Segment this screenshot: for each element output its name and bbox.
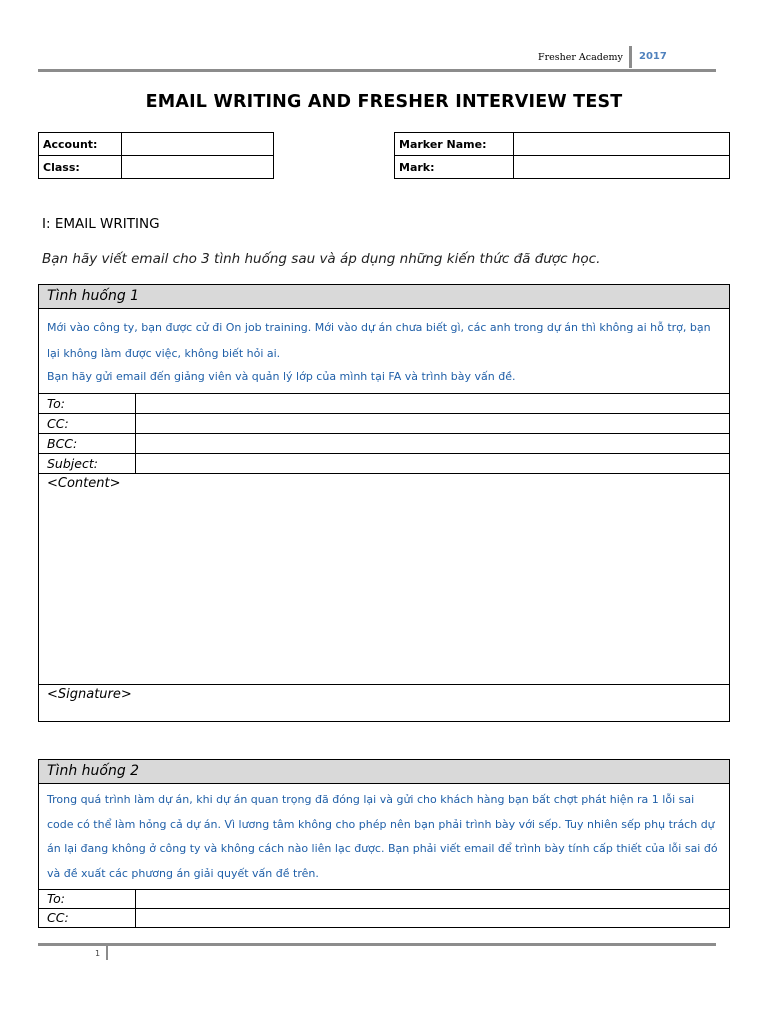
- to-label: To:: [39, 890, 136, 908]
- table-row: [395, 156, 730, 179]
- header-rule: [38, 69, 716, 72]
- account-info-table: [38, 132, 274, 179]
- table-row: [39, 133, 274, 156]
- cc-label: CC:: [39, 414, 136, 433]
- page-number: 1: [95, 949, 101, 958]
- marker-info-table: [394, 132, 730, 179]
- cc-field-row: [39, 908, 729, 927]
- bcc-input[interactable]: [136, 434, 729, 453]
- cc-input[interactable]: [136, 414, 729, 433]
- header-divider: [629, 46, 632, 68]
- to-input[interactable]: [136, 394, 729, 413]
- cc-field-row: [39, 413, 729, 433]
- table-row: [395, 133, 730, 156]
- situation-2-title: Tình huống 2: [39, 760, 729, 784]
- footer-rule: [38, 943, 716, 946]
- situation-1-paragraph: Bạn hãy gửi email đến giảng viên và quản lý lớp của mình tại FA và trình bày vấn đề.: [47, 370, 516, 383]
- to-field-row: [39, 889, 729, 908]
- class-value[interactable]: [122, 156, 274, 179]
- situation-2-box: [38, 759, 730, 928]
- content-area[interactable]: <Content>: [39, 473, 729, 684]
- account-label: Account:: [39, 133, 122, 156]
- section-instruction: Bạn hãy viết email cho 3 tình huống sau và áp dụng những kiến thức đã được học.: [42, 251, 601, 267]
- signature-area[interactable]: <Signature>: [39, 684, 729, 721]
- situation-1-box: [38, 284, 730, 722]
- section-heading: I: EMAIL WRITING: [42, 216, 160, 232]
- account-value[interactable]: [122, 133, 274, 156]
- page-title: EMAIL WRITING AND FRESHER INTERVIEW TEST: [145, 92, 623, 112]
- cc-label: CC:: [39, 909, 136, 927]
- cc-input[interactable]: [136, 909, 729, 927]
- footer-divider: [106, 946, 108, 960]
- class-label: Class:: [39, 156, 122, 179]
- situation-1-title: Tình huống 1: [39, 285, 729, 309]
- subject-label: Subject:: [39, 454, 136, 473]
- bcc-field-row: [39, 433, 729, 453]
- header-year: 2017: [639, 51, 667, 62]
- situation-1-paragraph: Mới vào công ty, bạn được cử đi On job training. Mới vào dự án chưa biết gì, các anh trong dự án thì không ai hỗ trợ, bạn lại không làm được việc, không biết hỏi ai.: [47, 321, 711, 360]
- to-field-row: [39, 393, 729, 413]
- header-organization: Fresher Academy: [538, 52, 623, 63]
- bcc-label: BCC:: [39, 434, 136, 453]
- situation-1-description: [39, 309, 729, 393]
- subject-field-row: [39, 453, 729, 473]
- to-input[interactable]: [136, 890, 729, 908]
- marker-name-value[interactable]: [514, 133, 730, 156]
- table-row: [39, 156, 274, 179]
- marker-name-label: Marker Name:: [395, 133, 514, 156]
- mark-label: Mark:: [395, 156, 514, 179]
- mark-value[interactable]: [514, 156, 730, 179]
- situation-2-paragraph: Trong quá trình làm dự án, khi dự án quan trọng đã đóng lại và gửi cho khách hàng bạn bất chợt phát hiện ra 1 lỗi sai code có thể làm hỏng cả dự án. Vì lương tâm không cho phép nên bạn phải trình bày với sếp. Tuy nhiên sếp phụ trách dự án lại đang không ở công ty và không cách nào liên lạc được. Bạn phải viết email để trình bày tính cấp thiết của lỗi sai đó và đề xuất các phương án giải quyết vấn đề trên.: [47, 793, 718, 880]
- situation-2-description: [39, 784, 729, 889]
- subject-input[interactable]: [136, 454, 729, 473]
- to-label: To:: [39, 394, 136, 413]
